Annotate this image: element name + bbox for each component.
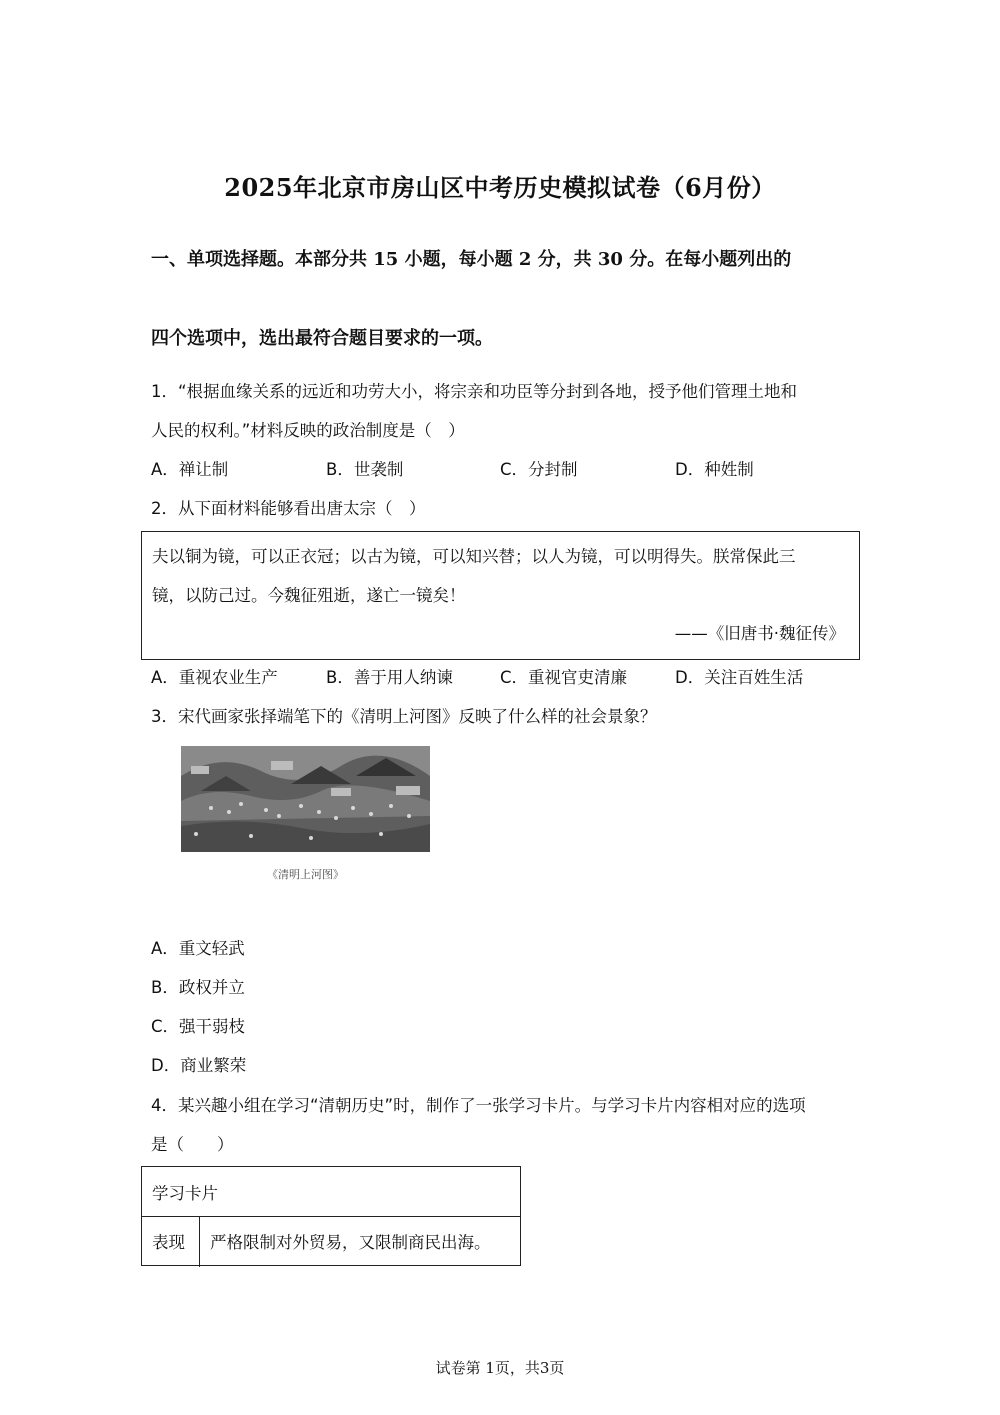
qingming-painting-image (181, 746, 430, 852)
q2-options (0, 664, 1000, 688)
q2-stem: 2．从下面材料能够看出唐太宗（ ） (151, 499, 426, 518)
page-title: 2025年北京市房山区中考历史模拟试卷（6月份） (224, 173, 776, 202)
q2-quote-source: ——《旧唐书·魏征传》 (674, 624, 845, 643)
q1-option-c[interactable]: C．分封制 (500, 460, 578, 479)
q2-option-c[interactable]: C．重视官吏清廉 (500, 668, 628, 687)
section-heading-line1: 一、单项选择题。本部分共 15 小题，每小题 2 分，共 30 分。在每小题列出的 (151, 249, 792, 270)
study-card-content: 严格限制对外贸易，又限制商民出海。 (210, 1233, 491, 1252)
study-card-header-row (142, 1167, 520, 1217)
q1-options (0, 456, 1000, 480)
q2-quote-line1: 夫以铜为镜，可以正衣冠；以古为镜，可以知兴替；以人为镜，可以明得失。朕常保此三 (152, 547, 796, 566)
q1-stem-line1: 1．“根据血缘关系的远近和功劳大小，将宗亲和功臣等分封到各地，授予他们管理土地和 (151, 382, 798, 401)
q4-stem-line2: 是（ ） (151, 1135, 234, 1154)
study-card-header: 学习卡片 (152, 1184, 218, 1203)
q3-option-a[interactable]: A．重文轻武 (151, 939, 245, 958)
q2-option-d[interactable]: D．关注百姓生活 (675, 668, 804, 687)
section-heading-line2: 四个选项中，选出最符合题目要求的一项。 (151, 328, 493, 349)
q4-stem-line1: 4．某兴趣小组在学习“清朝历史”时，制作了一张学习卡片。与学习卡片内容相对应的选项 (151, 1096, 806, 1115)
q2-option-a[interactable]: A．重视农业生产 (151, 668, 278, 687)
q3-option-c[interactable]: C．强干弱枝 (151, 1017, 246, 1036)
q3-stem: 3．宋代画家张择端笔下的《清明上河图》反映了什么样的社会景象？ (151, 707, 657, 726)
painting-caption: 《清明上河图》 (267, 868, 344, 881)
study-card-table (141, 1166, 521, 1266)
q3-option-b[interactable]: B．政权并立 (151, 978, 245, 997)
study-card-divider (199, 1217, 200, 1267)
q2-quote-line2: 镜，以防己过。今魏征殂逝，遂亡一镜矣！ (152, 586, 466, 605)
q2-option-b[interactable]: B．善于用人纳谏 (326, 668, 453, 687)
q3-option-d[interactable]: D．商业繁荣 (151, 1056, 247, 1075)
q1-option-d[interactable]: D．种姓制 (675, 460, 754, 479)
painting-illustration (181, 746, 430, 852)
q1-stem-line2: 人民的权利。”材料反映的政治制度是（ ） (151, 421, 465, 440)
q1-option-b[interactable]: B．世袭制 (326, 460, 404, 479)
page-footer: 试卷第 1页，共3页 (435, 1359, 565, 1377)
study-card-label: 表现 (152, 1233, 185, 1252)
q1-option-a[interactable]: A．禅让制 (151, 460, 229, 479)
q2-quote-box (141, 531, 860, 660)
